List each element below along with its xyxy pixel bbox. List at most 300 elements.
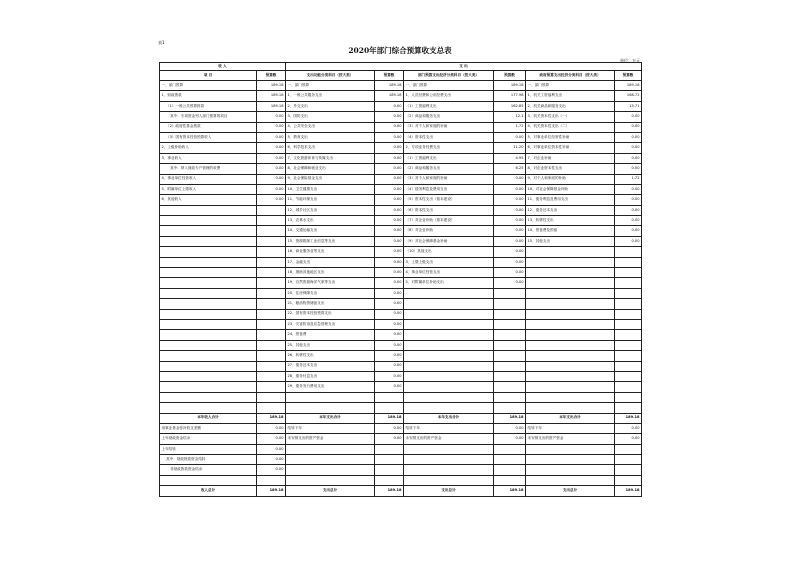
- item-cell: 一、部门预算: [160, 81, 257, 91]
- budget-value-cell: 0.00: [375, 216, 404, 226]
- budget-value-cell: [257, 226, 286, 236]
- budget-value-cell: 0.00: [375, 340, 404, 350]
- budget-value-cell: 189.18: [257, 81, 286, 91]
- item-cell: [404, 351, 494, 361]
- table-row: [160, 81, 642, 91]
- item-cell: 21、粮油物资储备支出: [286, 299, 375, 309]
- table-row: [160, 174, 642, 184]
- budget-value-cell: 1.72: [494, 122, 526, 132]
- budget-value-cell: [375, 475, 404, 485]
- table-row: [160, 143, 642, 153]
- budget-value-cell: [615, 340, 642, 350]
- budget-value-cell: [615, 371, 642, 381]
- item-cell: 10、卫生健康支出: [286, 184, 375, 194]
- item-cell: [160, 226, 257, 236]
- budget-value-cell: 189.18: [257, 101, 286, 111]
- item-cell: [160, 288, 257, 298]
- item-cell: 4、公共安全支出: [286, 122, 375, 132]
- table-row: [160, 330, 642, 340]
- item-cell: 未安排支出的资产资金: [404, 434, 494, 444]
- budget-value-cell: 0.00: [375, 184, 404, 194]
- item-cell: 3、机关资本性支出（一）: [526, 112, 615, 122]
- item-cell: 3、事业收入: [160, 153, 257, 163]
- budget-value-cell: 0.00: [494, 184, 526, 194]
- budget-value-cell: 0.00: [375, 330, 404, 340]
- budget-value-cell: [257, 247, 286, 257]
- item-cell: （3）国有资本经营预算收入: [160, 132, 257, 142]
- budget-value-cell: [615, 392, 642, 402]
- budget-value-cell: 1.72: [615, 174, 642, 184]
- item-cell: （10）其他支出: [404, 247, 494, 257]
- item-cell: 20、住房保障支出: [286, 288, 375, 298]
- item-cell: [526, 247, 615, 257]
- income-header: 收 入: [160, 63, 286, 71]
- item-cell: [526, 382, 615, 392]
- table-row: [160, 371, 642, 381]
- item-cell: [160, 330, 257, 340]
- item-cell: [526, 361, 615, 371]
- budget-value-cell: 0.00: [615, 164, 642, 174]
- item-cell: [526, 288, 615, 298]
- budget-value-cell: [257, 309, 286, 319]
- budget-value-cell: [494, 392, 526, 402]
- budget-value-cell: 0.00: [257, 195, 286, 205]
- document-title: 2020年部门综合预算收支总表: [348, 46, 452, 55]
- item-cell: [404, 403, 494, 413]
- budget-value-cell: 0.00: [375, 309, 404, 319]
- grand-total-row: [160, 486, 642, 496]
- budget-value-cell: [257, 351, 286, 361]
- item-cell: [526, 444, 615, 454]
- item-cell: 4、机关资本性支出（二）: [526, 122, 615, 132]
- item-cell: 9、社会保险基金支出: [286, 174, 375, 184]
- budget-value-cell: 0.00: [494, 278, 526, 288]
- budget-value-cell: [257, 268, 286, 278]
- budget-value-cell: 0.00: [375, 319, 404, 329]
- item-cell: 13、农林水支出: [286, 216, 375, 226]
- item-cell: （8）对企业补助: [404, 226, 494, 236]
- item-cell: 7、对企业补助: [526, 153, 615, 163]
- budget-value-cell: [494, 319, 526, 329]
- item-cell: 一、部门预算: [286, 81, 375, 91]
- item-cell: 一、部门预算: [404, 81, 494, 91]
- table-row: [160, 132, 642, 142]
- budget-value-cell: [615, 319, 642, 329]
- budget-value-cell: 0.00: [494, 205, 526, 215]
- table-row: [160, 195, 642, 205]
- table-row: [160, 382, 642, 392]
- item-cell: 5、对事业单位经常性补助: [526, 132, 615, 142]
- item-cell: 4、事业单位经营支出: [404, 268, 494, 278]
- item-cell: 结转下年: [404, 423, 494, 433]
- item-cell: 2、专项业务经费支出: [404, 143, 494, 153]
- item-cell: 1、财政拨款: [160, 91, 257, 101]
- budget-value-cell: [257, 299, 286, 309]
- item-cell: [286, 465, 375, 475]
- budget-value-cell: [375, 392, 404, 402]
- item-cell: [526, 340, 615, 350]
- budget-value-cell: 0.00: [257, 143, 286, 153]
- budget-value-cell: 0.00: [375, 226, 404, 236]
- budget-value-cell: 15.71: [615, 101, 642, 111]
- budget-value-cell: 0.00: [615, 205, 642, 215]
- table-row: [160, 205, 642, 215]
- budget-value-cell: [257, 392, 286, 402]
- budget-value-cell: [494, 330, 526, 340]
- item-cell: [404, 444, 494, 454]
- budget-value-cell: [615, 465, 642, 475]
- budget-value-cell: 0.00: [494, 174, 526, 184]
- item-cell: 2、外交支出: [286, 101, 375, 111]
- item-cell: （5）资本性支出（基本建设）: [404, 195, 494, 205]
- item-cell: [160, 392, 257, 402]
- item-cell: （3）对个人和家庭的补助: [404, 122, 494, 132]
- budget-value-cell: 0.00: [615, 143, 642, 153]
- budget-value-cell: 0.00: [375, 434, 404, 444]
- budget-value-cell: [615, 361, 642, 371]
- item-cell: [160, 216, 257, 226]
- budget-value-cell: 0.00: [257, 465, 286, 475]
- item-cell: [526, 455, 615, 465]
- budget-value-cell: [257, 382, 286, 392]
- item-cell: 13、转移性支出: [526, 216, 615, 226]
- item-cell: [526, 403, 615, 413]
- budget-value-cell: 0.00: [615, 112, 642, 122]
- budget-value-cell: [615, 455, 642, 465]
- item-cell: 未安排支出的资产资金: [526, 434, 615, 444]
- table-row: [160, 319, 642, 329]
- budget-value-cell: [494, 309, 526, 319]
- budget-value-cell: 0.00: [375, 122, 404, 132]
- budget-value-cell: 11.20: [494, 143, 526, 153]
- col-budget-header: 预算数: [257, 71, 286, 81]
- total-value: 189.18: [494, 413, 526, 423]
- item-cell: 15、其他支出: [526, 236, 615, 246]
- item-cell: （3）对个人和家庭的补助: [404, 174, 494, 184]
- table-row: [160, 216, 642, 226]
- budget-value-cell: [494, 465, 526, 475]
- total-label: 支出总计: [286, 486, 375, 496]
- budget-value-cell: [615, 268, 642, 278]
- budget-value-cell: 0.00: [257, 122, 286, 132]
- budget-value-cell: 0.00: [375, 371, 404, 381]
- budget-value-cell: 0.00: [615, 434, 642, 444]
- item-cell: 24、预备费: [286, 330, 375, 340]
- total-label: 本年支出合计: [526, 413, 615, 423]
- item-cell: 一、部门预算: [526, 81, 615, 91]
- total-value: 189.18: [615, 486, 642, 496]
- page-label: 表1: [158, 40, 165, 45]
- item-cell: 非财政拨款资金结余: [160, 465, 257, 475]
- budget-value-cell: 0.00: [615, 122, 642, 132]
- item-cell: 25、其他支出: [286, 340, 375, 350]
- item-cell: （2）商品和服务支出: [404, 164, 494, 174]
- budget-value-cell: 0.00: [375, 205, 404, 215]
- item-cell: [404, 455, 494, 465]
- table-row: [160, 247, 642, 257]
- table-row: [160, 434, 642, 444]
- item-cell: [526, 475, 615, 485]
- budget-value-cell: 0.00: [615, 184, 642, 194]
- total-label: 本年收入合计: [160, 413, 257, 423]
- budget-value-cell: 177.98: [494, 91, 526, 101]
- budget-value-cell: 0.00: [375, 299, 404, 309]
- col-budget-header: 预算数: [375, 71, 404, 81]
- col-gov-econ-header: 政府预算支出经济分类科目（按大类）: [526, 71, 615, 81]
- budget-value-cell: [615, 247, 642, 257]
- budget-value-cell: 0.00: [375, 288, 404, 298]
- budget-value-cell: 0.00: [494, 236, 526, 246]
- budget-value-cell: [615, 351, 642, 361]
- table-row: [160, 164, 642, 174]
- item-cell: 16、商业服务业等支出: [286, 247, 375, 257]
- item-cell: 3、上缴上级支出: [404, 257, 494, 267]
- budget-value-cell: [494, 382, 526, 392]
- total-value: 189.18: [615, 413, 642, 423]
- budget-value-cell: 189.18: [494, 81, 526, 91]
- item-cell: [160, 257, 257, 267]
- item-cell: [160, 236, 257, 246]
- budget-value-cell: [615, 475, 642, 485]
- table-row: [160, 153, 642, 163]
- item-cell: 6、其他收入: [160, 195, 257, 205]
- table-row: [160, 361, 642, 371]
- item-cell: [404, 475, 494, 485]
- budget-value-cell: 0.00: [375, 382, 404, 392]
- budget-value-cell: 0.00: [615, 216, 642, 226]
- budget-value-cell: [257, 288, 286, 298]
- item-cell: [286, 392, 375, 402]
- table-row: [160, 122, 642, 132]
- item-cell: [286, 403, 375, 413]
- item-cell: 11、节能环保支出: [286, 195, 375, 205]
- item-cell: 28、债务付息支出: [286, 371, 375, 381]
- budget-value-cell: 189.18: [257, 91, 286, 101]
- budget-value-cell: 0.00: [375, 164, 404, 174]
- budget-value-cell: 0.00: [615, 195, 642, 205]
- budget-value-cell: 0.00: [494, 132, 526, 142]
- item-cell: [160, 299, 257, 309]
- item-cell: 27、债务还本支出: [286, 361, 375, 371]
- budget-value-cell: [615, 278, 642, 288]
- item-cell: 14、预备费及预留: [526, 226, 615, 236]
- total-value: 189.18: [494, 486, 526, 496]
- item-cell: [404, 288, 494, 298]
- item-cell: （4）资本性支出: [404, 132, 494, 142]
- budget-value-cell: 0.00: [375, 236, 404, 246]
- budget-value-cell: [615, 444, 642, 454]
- table-row: [160, 268, 642, 278]
- table-row: [160, 257, 642, 267]
- item-cell: 10、对社会保障基金补助: [526, 184, 615, 194]
- item-cell: [526, 319, 615, 329]
- item-cell: [160, 247, 257, 257]
- item-cell: 6、科学技术支出: [286, 143, 375, 153]
- budget-value-cell: [494, 444, 526, 454]
- item-cell: [404, 371, 494, 381]
- item-cell: 5、附属单位上缴收入: [160, 184, 257, 194]
- item-cell: （2）商品和服务支出: [404, 112, 494, 122]
- item-cell: 2、机关商品和服务支出: [526, 101, 615, 111]
- budget-value-cell: 0.00: [257, 455, 286, 465]
- budget-value-cell: 0.00: [615, 226, 642, 236]
- table-row: [160, 278, 642, 288]
- budget-value-cell: [615, 403, 642, 413]
- budget-value-cell: [257, 236, 286, 246]
- item-cell: 5、对附属单位补助支出: [404, 278, 494, 288]
- item-cell: [526, 309, 615, 319]
- budget-value-cell: [494, 403, 526, 413]
- item-cell: [404, 330, 494, 340]
- item-cell: （2）政府性基金拨款: [160, 122, 257, 132]
- item-cell: （1）工资福利支出: [404, 153, 494, 163]
- table-row: [160, 392, 642, 402]
- item-cell: [404, 299, 494, 309]
- budget-value-cell: [615, 382, 642, 392]
- budget-value-cell: 0.00: [257, 164, 286, 174]
- item-cell: [160, 351, 257, 361]
- col-budget-header: 预算数: [494, 71, 526, 81]
- item-cell: 18、援助其他地区支出: [286, 268, 375, 278]
- item-cell: 3、国防支出: [286, 112, 375, 122]
- budget-value-cell: 0.00: [257, 153, 286, 163]
- item-cell: 11、债务利息及费用支出: [526, 195, 615, 205]
- item-cell: 其中：财政拨款资金结转: [160, 455, 257, 465]
- budget-value-cell: 0.00: [257, 423, 286, 433]
- item-cell: （1）工资福利支出: [404, 101, 494, 111]
- item-cell: 2、上级补助收入: [160, 143, 257, 153]
- unit-label: 单位：万元: [620, 58, 640, 63]
- budget-value-cell: [375, 403, 404, 413]
- budget-value-cell: [257, 257, 286, 267]
- budget-value-cell: [615, 309, 642, 319]
- item-cell: [160, 475, 257, 485]
- budget-value-cell: 0.00: [494, 195, 526, 205]
- budget-value-cell: 0.00: [375, 195, 404, 205]
- budget-value-cell: 12.1: [494, 112, 526, 122]
- total-value: 189.18: [375, 413, 404, 423]
- budget-value-cell: 168.72: [615, 91, 642, 101]
- budget-value-cell: [494, 299, 526, 309]
- budget-value-cell: [494, 351, 526, 361]
- budget-value-cell: 0.00: [494, 434, 526, 444]
- item-cell: 其中：纳入财政专户管理的收费: [160, 164, 257, 174]
- budget-value-cell: [257, 371, 286, 381]
- item-cell: （9）对社会保障基金补助: [404, 236, 494, 246]
- item-cell: [286, 444, 375, 454]
- budget-value-cell: 4.95: [494, 153, 526, 163]
- item-cell: [160, 361, 257, 371]
- budget-value-cell: 0.00: [494, 257, 526, 267]
- budget-value-cell: 0.00: [257, 444, 286, 454]
- item-cell: 8、社会保障和就业支出: [286, 164, 375, 174]
- budget-value-cell: [375, 444, 404, 454]
- budget-value-cell: [615, 330, 642, 340]
- item-cell: 26、转移性支出: [286, 351, 375, 361]
- budget-value-cell: [375, 455, 404, 465]
- budget-value-cell: 0.00: [375, 174, 404, 184]
- total-label: 支出总计: [526, 486, 615, 496]
- budget-value-cell: 0.00: [375, 423, 404, 433]
- budget-value-cell: 0.00: [375, 351, 404, 361]
- table-row: [160, 226, 642, 236]
- item-cell: 1、人员经费和公用经费支出: [404, 91, 494, 101]
- item-cell: [160, 403, 257, 413]
- table-row: [160, 444, 642, 454]
- table-row: [160, 465, 642, 475]
- budget-value-cell: [494, 455, 526, 465]
- item-cell: [160, 268, 257, 278]
- budget-value-cell: [257, 361, 286, 371]
- budget-value-cell: 162.85: [494, 101, 526, 111]
- item-cell: [526, 257, 615, 267]
- budget-value-cell: 0.00: [375, 278, 404, 288]
- item-cell: [286, 475, 375, 485]
- table-row: [160, 91, 642, 101]
- item-cell: 12、城乡社区支出: [286, 205, 375, 215]
- table-row: [160, 288, 642, 298]
- budget-value-cell: [615, 299, 642, 309]
- budget-value-cell: 0.00: [615, 132, 642, 142]
- col-dept-econ-header: 部门预算支出经济分类科目（按大类）: [404, 71, 494, 81]
- item-cell: 6、对事业单位资本性补助: [526, 143, 615, 153]
- budget-value-cell: [615, 257, 642, 267]
- table-row: [160, 455, 642, 465]
- expenditure-header: 支 出: [286, 63, 642, 71]
- budget-value-cell: 0.00: [494, 226, 526, 236]
- item-cell: 12、债务还本支出: [526, 205, 615, 215]
- item-cell: 上年结转: [160, 444, 257, 454]
- table-row: [160, 112, 642, 122]
- item-cell: [160, 205, 257, 215]
- item-cell: 15、资源勘探工业信息等支出: [286, 236, 375, 246]
- item-cell: 4、事业单位经营收入: [160, 174, 257, 184]
- item-cell: 7、文化旅游体育与传媒支出: [286, 153, 375, 163]
- item-cell: 29、债务发行费用支出: [286, 382, 375, 392]
- col-item-header: 项 目: [160, 71, 257, 81]
- total-value: 189.18: [375, 486, 404, 496]
- item-cell: [526, 278, 615, 288]
- item-cell: （1）一般公共预算拨款: [160, 101, 257, 111]
- budget-value-cell: 189.18: [375, 91, 404, 101]
- item-cell: [404, 309, 494, 319]
- budget-value-cell: 0.00: [494, 247, 526, 257]
- budget-value-cell: 0.00: [257, 112, 286, 122]
- item-cell: [526, 371, 615, 381]
- annual-total-row: [160, 413, 642, 423]
- item-cell: [286, 455, 375, 465]
- item-cell: [404, 340, 494, 350]
- table-row: [160, 101, 642, 111]
- item-cell: [160, 309, 257, 319]
- item-cell: 17、金融支出: [286, 257, 375, 267]
- budget-value-cell: 0.00: [375, 153, 404, 163]
- budget-value-cell: 0.00: [257, 132, 286, 142]
- budget-value-cell: 189.18: [375, 81, 404, 91]
- budget-value-cell: 189.18: [615, 81, 642, 91]
- item-cell: 22、国有资本经营预算支出: [286, 309, 375, 319]
- budget-value-cell: 0.00: [615, 153, 642, 163]
- budget-value-cell: 0.00: [375, 112, 404, 122]
- item-cell: （6）资本性支出: [404, 205, 494, 215]
- budget-value-cell: 0.00: [615, 236, 642, 246]
- budget-table: [159, 62, 642, 497]
- item-cell: 1、机关工资福利支出: [526, 91, 615, 101]
- budget-value-cell: [494, 288, 526, 298]
- table-row: [160, 423, 642, 433]
- item-cell: 8、对企业资本性支出: [526, 164, 615, 174]
- budget-value-cell: [615, 288, 642, 298]
